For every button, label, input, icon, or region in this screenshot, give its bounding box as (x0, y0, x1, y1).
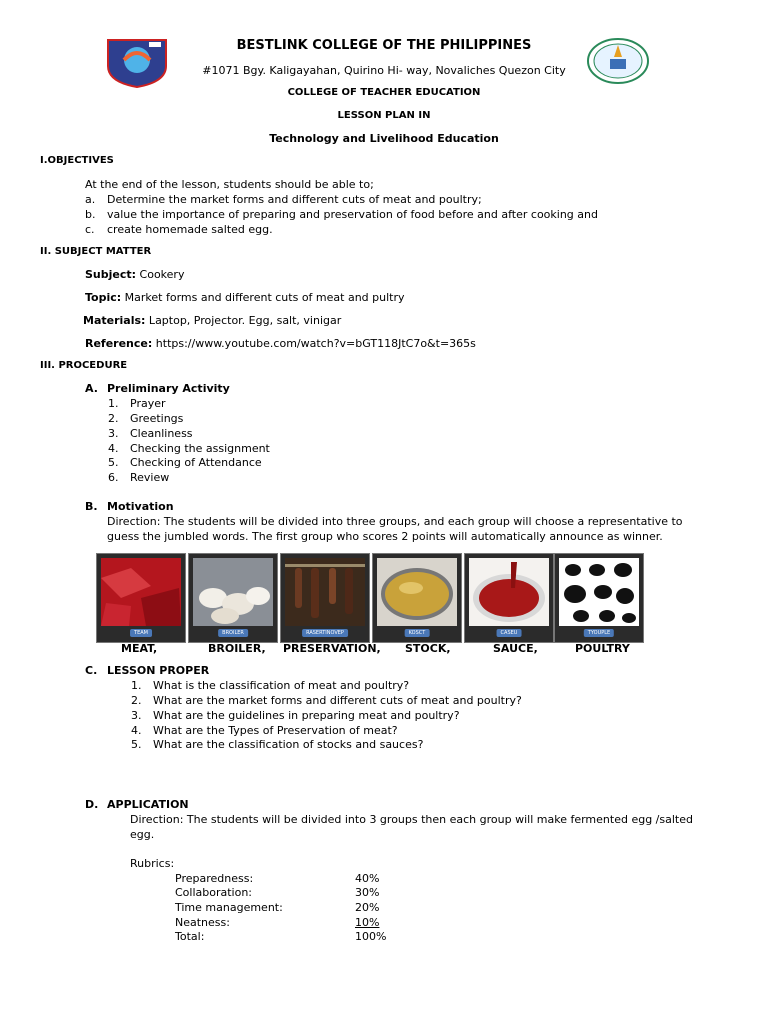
rubric-weight: 20% (355, 901, 380, 914)
reference-value[interactable]: https://www.youtube.com/watch?v=bGT118JtC7o&t=365s (152, 337, 476, 350)
image-tag: TYOUPLE (584, 629, 614, 637)
list-item: Cleanliness (130, 427, 193, 440)
college-name: BESTLINK COLLEGE OF THE PHILIPPINES (236, 38, 532, 53)
preliminary-heading: Preliminary Activity (107, 382, 230, 395)
reference-row (85, 337, 476, 350)
list-item: What is the classification of meat and poultry? (153, 679, 410, 692)
list-item: Greetings (130, 412, 184, 425)
rubric-criterion: Collaboration: (175, 886, 253, 899)
list-number: 1. (131, 679, 142, 692)
image-meat (96, 553, 186, 643)
list-number: 4. (131, 724, 142, 737)
image-stock (372, 553, 462, 643)
objective-marker: a. (85, 193, 96, 206)
list-number: 6. (108, 471, 119, 484)
stock-image-icon (377, 558, 457, 626)
doc-type: LESSON PLAN IN (337, 110, 431, 121)
broiler-image-icon (193, 558, 273, 626)
objectives-heading: I.OBJECTIVES (40, 155, 114, 166)
motivation-direction: Direction: The students will be divided into three groups, and each group will choose a representative to (107, 515, 683, 528)
objective-item: Determine the market forms and different cuts of meat and poultry; (107, 193, 482, 206)
subject-label: Subject: (85, 268, 137, 281)
list-item: Checking of Attendance (130, 456, 262, 469)
subject-value: Cookery (136, 268, 185, 281)
rubric-criterion: Neatness: (175, 916, 230, 929)
image-preservation (280, 553, 370, 643)
list-number: 4. (108, 442, 119, 455)
department-name: COLLEGE OF TEACHER EDUCATION (287, 87, 481, 98)
poultry-image-icon (559, 558, 639, 626)
meat-image-icon (101, 558, 181, 626)
rubric-weight: 10% (355, 916, 380, 929)
rubric-weight: 30% (355, 886, 380, 899)
lesson-proper-heading: LESSON PROPER (107, 664, 210, 677)
materials-label: Materials: (83, 314, 146, 327)
college-address: #1071 Bgy. Kaligayahan, Quirino Hi- way, Novaliches Quezon City (202, 64, 566, 77)
application-direction: Direction: The students will be divided into 3 groups then each group will make fermented egg /salted (130, 813, 693, 826)
list-item: Checking the assignment (130, 442, 270, 455)
image-caption: MEAT, (121, 642, 158, 655)
sauce-image-icon (469, 558, 549, 626)
application-marker: D. (85, 798, 99, 811)
objective-item: value the importance of preparing and preservation of food before and after cooking and (107, 208, 598, 221)
rubric-criterion: Total: (175, 930, 205, 943)
materials-value: Laptop, Projector. Egg, salt, vinigar (145, 314, 342, 327)
topic-row (85, 291, 405, 304)
image-tag: RASERTINOVEP (302, 629, 348, 637)
topic-label: Topic: (85, 291, 122, 304)
image-poultry (554, 553, 644, 643)
topic-value: Market forms and different cuts of meat and pultry (121, 291, 405, 304)
preservation-image-icon (285, 558, 365, 626)
preliminary-marker: A. (85, 382, 98, 395)
list-number: 2. (131, 694, 142, 707)
rubric-total: 100% (355, 930, 387, 943)
list-number: 5. (131, 738, 142, 751)
rubric-criterion: Time management: (175, 901, 283, 914)
image-broiler (188, 553, 278, 643)
list-item: Prayer (130, 397, 166, 410)
list-number: 2. (108, 412, 119, 425)
motivation-marker: B. (85, 500, 98, 513)
subject-area: Technology and Livelihood Education (269, 132, 499, 145)
teacher-education-seal (586, 37, 650, 85)
image-caption: PRESERVATION, (283, 642, 381, 655)
motivation-direction: guess the jumbled words. The first group who scores 2 points will automatically announce as winner. (107, 530, 663, 543)
image-caption: SAUCE, (493, 642, 538, 655)
list-number: 5. (108, 456, 119, 469)
rubric-weight: 40% (355, 872, 380, 885)
list-item: What are the Types of Preservation of meat? (153, 724, 398, 737)
image-caption: BROILER, (208, 642, 266, 655)
objectives-intro: At the end of the lesson, students should be able to; (85, 178, 374, 191)
image-caption: POULTRY (575, 642, 630, 655)
objective-marker: b. (85, 208, 96, 221)
list-number: 1. (108, 397, 119, 410)
subject-matter-heading: II. SUBJECT MATTER (40, 246, 152, 257)
rubrics-label: Rubrics: (130, 857, 175, 870)
list-item: What are the market forms and different cuts of meat and poultry? (153, 694, 522, 707)
procedure-heading: III. PROCEDURE (40, 360, 128, 371)
objective-marker: c. (85, 223, 95, 236)
image-tag: BROILER (218, 629, 248, 637)
image-tag: KOSCT (405, 629, 430, 637)
list-item: What are the classification of stocks and sauces? (153, 738, 424, 751)
image-tag: TEAM (130, 629, 152, 637)
application-direction: egg. (130, 828, 155, 841)
list-item: What are the guidelines in preparing meat and poultry? (153, 709, 460, 722)
list-number: 3. (108, 427, 119, 440)
reference-label: Reference: (85, 337, 153, 350)
image-sauce (464, 553, 554, 643)
image-tag: CASEU (497, 629, 522, 637)
list-item: Review (130, 471, 170, 484)
image-caption: STOCK, (405, 642, 451, 655)
lesson-proper-marker: C. (85, 664, 98, 677)
materials-row (83, 314, 341, 327)
application-heading: APPLICATION (107, 798, 189, 811)
motivation-heading: Motivation (107, 500, 174, 513)
rubric-criterion: Preparedness: (175, 872, 254, 885)
subject-row (85, 268, 184, 281)
list-number: 3. (131, 709, 142, 722)
objective-item: create homemade salted egg. (107, 223, 273, 236)
